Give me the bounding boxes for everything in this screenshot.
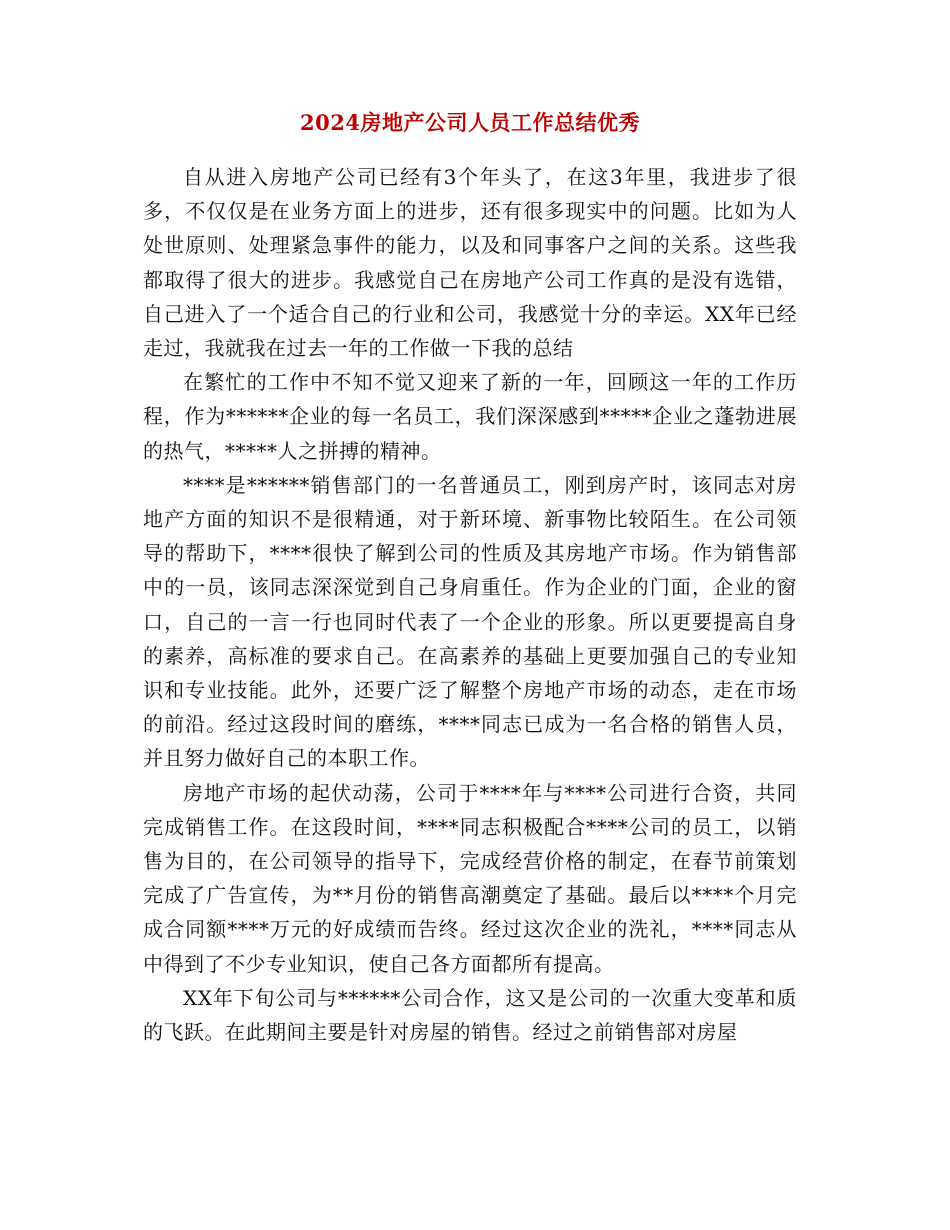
document-title: 2024房地产公司人员工作总结优秀 bbox=[300, 110, 640, 135]
paragraph-cooperation: XX年下旬公司与******公司合作，这又是公司的一次重大变革和质的飞跃。在此期间主要是针对房屋的销售。经过之前销售部对房屋 bbox=[143, 985, 797, 1045]
paragraph-new-year: 在繁忙的工作中不知不觉又迎来了新的一年，回顾这一年的工作历程，作为******企业的每一名员工，我们深深感到*****企业之蓬勃进展的热气，*****人之拼搏的精神。 bbox=[143, 370, 797, 463]
paragraph-joint-venture: 房地产市场的起伏动荡，公司于****年与****公司进行合资，共同完成销售工作。在这段时间，****同志积极配合****公司的员工，以销售为目的，在公司领导的指导下，完成经营价格的制定，在春节前策划完成了广告宣传，为**月份的销售高潮奠定了基础。最后以****个月完成合同额****万元的好成绩而告终。经过这次企业的洗礼，****同志从中得到了不少专业知识，使自己各方面都所有提高。 bbox=[143, 780, 797, 976]
paragraph-intro: 自从进入房地产公司已经有3个年头了，在这3年里，我进步了很多，不仅仅是在业务方面上的进步，还有很多现实中的问题。比如为人处世原则、处理紧急事件的能力，以及和同事客户之间的关系。这些我都取得了很大的进步。我感觉自己在房地产公司工作真的是没有选错，自己进入了一个适合自己的行业和公司，我感觉十分的幸运。XX年已经走过，我就我在过去一年的工作做一下我的总结 bbox=[143, 165, 797, 361]
document-page bbox=[143, 108, 797, 1049]
paragraph-sales-staff: ****是******销售部门的一名普通员工，刚到房产时，该同志对房地产方面的知识不是很精通，对于新环境、新事物比较陌生。在公司领导的帮助下，****很快了解到公司的性质及其房地产市场。作为销售部中的一员，该同志深深觉到自己身肩重任。作为企业的门面，企业的窗口，自己的一言一行也同时代表了一个企业的形象。所以更要提高自身的素养，高标准的要求自己。在高素养的基础上更要加强自己的专业知识和专业技能。此外，还要广泛了解整个房地产市场的动态，走在市场的前沿。经过这段时间的磨练，****同志已成为一名合格的销售人员，并且努力做好自己的本职工作。 bbox=[143, 472, 797, 771]
